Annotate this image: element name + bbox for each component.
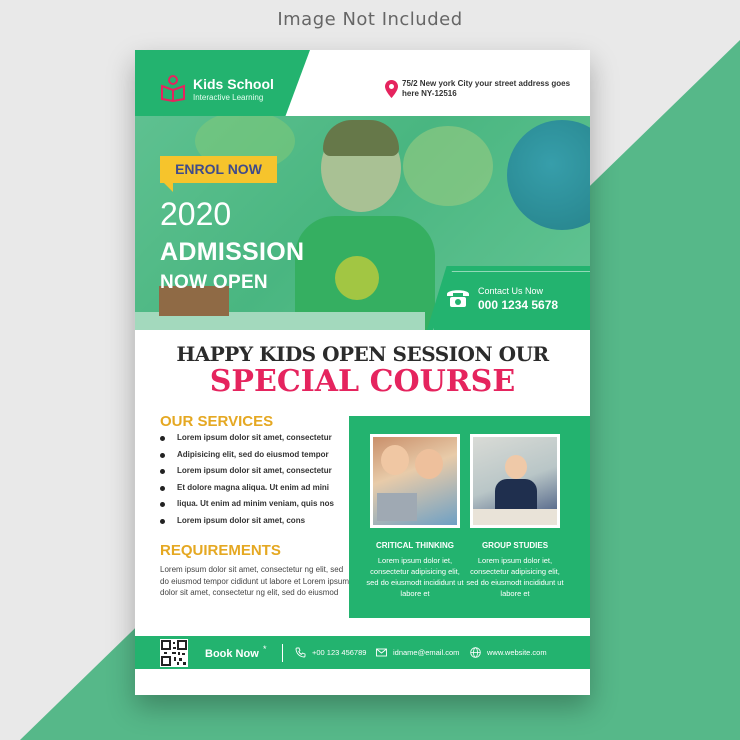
footer-website[interactable]: www.website.com (487, 648, 547, 657)
school-tagline: Interactive Learning (193, 93, 264, 102)
feature-title-critical-thinking: CRITICAL THINKING (375, 541, 455, 550)
telephone-icon (445, 286, 471, 308)
desk-shape (473, 509, 560, 528)
envelope-icon (376, 647, 387, 658)
enrol-now-badge[interactable] (160, 156, 277, 183)
badge-tail (164, 183, 173, 192)
requirements-text: Lorem ipsum dolor sit amet, consectetur ng elit, sed do eiusmod tempor cididunt ut labore et Lorem ipsum dolor sit amet, consectetur ng elit, sed do eiusmod (160, 565, 349, 597)
service-item: Lorem ipsum dolor sit amet, cons (160, 513, 360, 530)
footer-divider (282, 644, 283, 662)
requirements-title: REQUIREMENTS (160, 542, 281, 559)
school-uniform (495, 479, 537, 509)
image-not-included-note: Image Not Included (277, 9, 463, 30)
admission-title: ADMISSION (160, 238, 305, 266)
admission-year: 2020 (160, 196, 232, 232)
feature-text-critical-thinking: Lorem ipsum dolor iet, consectetur adipisicing elit, sed do eiusmodt incididunt ut labore et (366, 556, 464, 598)
now-open-title: NOW OPEN (160, 272, 268, 293)
group-studies-photo (470, 434, 560, 528)
contact-number[interactable]: 000 1234 5678 (478, 298, 559, 312)
laptop-shape (377, 493, 417, 521)
services-list (160, 430, 360, 529)
service-item: Lorem ipsum dolor sit amet, consectetur (160, 430, 360, 447)
service-item: liqua. Ut enim ad minim veniam, quis nos (160, 496, 360, 513)
school-flyer (135, 50, 590, 695)
school-address: 75/2 New york City your street address goes here NY-12516 (402, 79, 571, 98)
feature-title-group-studies: GROUP STUDIES (481, 541, 549, 550)
book-now-button[interactable]: Book Now (205, 648, 259, 660)
headline-special-course: SPECIAL COURSE (209, 364, 516, 399)
child-head (381, 445, 409, 475)
service-item: Lorem ipsum dolor sit amet, consectetur (160, 463, 360, 480)
contact-label: Contact Us Now (478, 286, 544, 296)
services-title: OUR SERVICES (160, 413, 274, 430)
service-item: Adipisicing elit, sed do eiusmod tempor (160, 447, 360, 464)
globe-icon (470, 647, 481, 658)
critical-thinking-photo (370, 434, 460, 528)
map-pin-icon (385, 80, 398, 98)
feature-text-group-studies: Lorem ipsum dolor iet, consectetur adipisicing elit, sed do eiusmodt incididunt ut labore et (466, 556, 564, 598)
school-name: Kids School (193, 76, 274, 92)
enrol-now-label: ENROL NOW (175, 161, 262, 177)
footer-email[interactable]: idname@email.com (393, 648, 460, 657)
headline-line-1: HAPPY KIDS OPEN SESSION OUR (176, 342, 549, 366)
qr-code-icon[interactable] (160, 639, 188, 667)
service-item: Et dolore magna aliqua. Ut enim ad mini (160, 480, 360, 497)
footer-phone[interactable]: +00 123 456789 (312, 648, 367, 657)
phone-icon (295, 647, 306, 658)
flyer-header (135, 50, 590, 116)
book-now-star: * (263, 644, 267, 654)
book-reader-icon (159, 74, 187, 102)
child-head (415, 449, 443, 479)
child-head (505, 455, 527, 479)
